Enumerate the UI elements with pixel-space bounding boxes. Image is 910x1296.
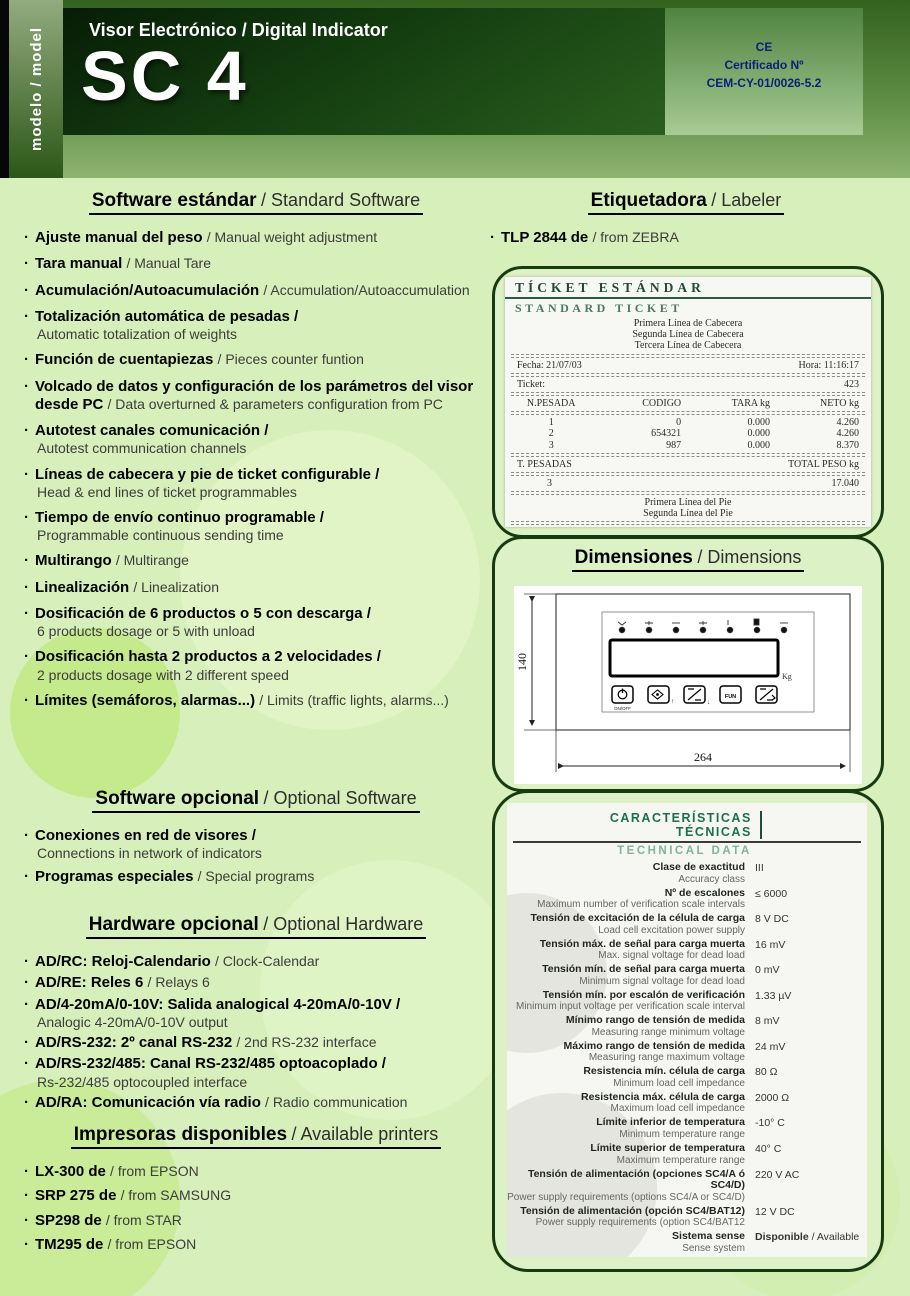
model-side-label: modelo / model <box>27 26 45 151</box>
ticket-sample-box <box>492 266 884 538</box>
feature-item: · Multirango / Multirange <box>24 552 488 570</box>
weight-display <box>610 640 778 676</box>
tare-down-arrow-icon: ↓ <box>707 700 710 706</box>
tech-row: Límite superior de temperatura Maximum temperature range 40° C <box>590 1142 782 1166</box>
feature-item: · AD/RC: Reloj-Calendario / Clock-Calendar <box>24 953 488 971</box>
ticket-table-row: 2 654321 0.000 4.260 <box>548 428 859 440</box>
dimensions-box <box>492 536 884 792</box>
section-available-printers <box>24 1124 488 1260</box>
ticket-separator <box>511 521 865 525</box>
printer-item: · LX-300 de / from EPSON <box>24 1163 488 1181</box>
ticket-paper <box>505 277 871 527</box>
ticket-table-header: N.PESADA CODIGO TARA kg NETO kg <box>526 397 859 409</box>
ticket-totals-header: T. PESADAS TOTAL PESO kg <box>517 458 859 470</box>
feature-item: · AD/RA: Comunicación vía radio / Radio communication <box>24 1094 488 1112</box>
feature-item: · Volcado de datos y configuración de los parámetros del visor desde PC / Data overturned & parameters configuration from PC <box>24 378 488 415</box>
feature-item: · Tiempo de envío continuo programable / Programmable continuous sending time <box>24 509 488 544</box>
tech-row: Nº de escalones Maximum number of verification scale intervals ≤ 6000 <box>537 886 788 911</box>
technical-data-header <box>507 803 867 857</box>
tech-row: Tensión máx. de señal para carga muerta Max. signal voltage for dead load 16 mV <box>539 937 786 962</box>
ticket-number-row <box>505 379 871 390</box>
ticket-head-line: Tercera Línea de Cabecera <box>634 340 742 352</box>
product-subtitle: Visor Electrónico / Digital Indicator <box>89 20 388 40</box>
ticket-separator <box>511 354 865 358</box>
display-unit-label: Kg <box>782 672 792 681</box>
feature-item: · Dosificación de 6 productos o 5 con descarga / 6 products dosage or 5 with unload <box>24 605 488 640</box>
ticket-date-row <box>505 360 871 371</box>
ticket-table-row: 1 0 0.000 4.260 <box>548 417 859 429</box>
fun-button-label: FUN <box>724 694 737 700</box>
ticket-title: TÍCKET ESTÁNDAR <box>505 277 871 299</box>
tech-row: Tensión de alimentación (opciones SC4/A ó SC4/D) Power supply requirements (options SC4/A or SC4/D) 220 V AC <box>507 1167 800 1203</box>
ticket-table-row: 3 987 0.000 8.370 <box>548 439 859 451</box>
tech-row: Tensión de excitación de la célula de carga Load cell excitation power supply 8 V DC <box>530 912 789 936</box>
feature-item: · Programas especiales / Special programs <box>24 868 488 886</box>
left-black-edge <box>0 0 9 178</box>
printer-item: · TM295 de / from EPSON <box>24 1236 488 1254</box>
section-heading: Software opcional / Optional Software <box>24 788 488 813</box>
ce-certificate-label: Certificado Nº <box>724 58 804 72</box>
feature-item: · Líneas de cabecera y pie de ticket configurable / Head & end lines of ticket programmables <box>24 466 488 501</box>
feature-item: · AD/RE: Reles 6 / Relays 6 <box>24 974 488 992</box>
tech-title-es-line1: CARACTERÍSTICAS <box>609 811 752 825</box>
feature-item: · Función de cuentapiezas / Pieces counter funtion <box>24 351 488 369</box>
technical-data-box <box>492 790 884 1272</box>
feature-item: · Tara manual / Manual Tare <box>24 255 488 273</box>
feature-item: · Linealización / Linealization <box>24 579 488 597</box>
ticket-head-line: Segunda Línea de Cabecera <box>632 329 744 341</box>
ce-certificate-number: CEM-CY-01/0026-5.2 <box>706 76 822 90</box>
ticket-separator <box>511 453 865 457</box>
ticket-date: Fecha: 21/07/03 <box>517 359 582 371</box>
tech-row-sense: Sistema sense Sense system Disponible / Available <box>672 1230 860 1254</box>
tech-row: Límite inferior de temperatura Minimum temperature range -10° C <box>596 1116 785 1141</box>
feature-item: · Límites (semáforos, alarmas...) / Limits (traffic lights, alarms...) <box>24 692 488 710</box>
ticket-subtitle: STANDARD TICKET <box>515 301 683 315</box>
section-standard-software <box>24 190 488 718</box>
tech-row: Resistencia máx. célula de carga Maximum load cell impedance 2000 Ω <box>580 1090 790 1115</box>
section-heading: Software estándar / Standard Software <box>24 190 488 215</box>
height-dimension-label: 140 <box>515 653 529 671</box>
feature-item: · AD/RS-232/485: Canal RS-232/485 optoacoplado / Rs-232/485 optocoupled interface <box>24 1055 488 1090</box>
ticket-separator <box>511 472 865 476</box>
dimensions-drawing <box>514 586 862 784</box>
width-dimension-label: 264 <box>694 750 712 764</box>
tech-row: Máximo rango de tensión de medida Measuring range maximum voltage 24 mV <box>563 1039 786 1064</box>
tech-row: Tensión de alimentación (opción SC4/BAT12) Power supply requirements (option SC4/BAT12 12 V DC <box>520 1204 795 1229</box>
ticket-number-label: Ticket: <box>517 378 545 390</box>
ticket-separator <box>511 373 865 377</box>
section-heading: Dimensiones / Dimensions <box>495 547 881 572</box>
ticket-separator <box>511 491 865 495</box>
ticket-number: 423 <box>844 378 859 390</box>
section-optional-hardware <box>24 914 488 1115</box>
tech-header-rule <box>513 841 861 843</box>
ticket-foot-line: Segunda Línea del Pie <box>643 508 733 520</box>
ce-mark: CE <box>755 40 773 54</box>
ticket-foot-line: Primera Línea del Pie <box>644 497 732 509</box>
product-model: SC 4 <box>81 37 249 115</box>
feature-item: · Totalización automática de pesadas / Automatic totalization of weights <box>24 308 488 343</box>
ticket-separator <box>511 392 865 396</box>
ticket-separator <box>511 411 865 415</box>
feature-item: · AD/4-20mA/0-10V: Salida analogical 4-20mA/0-10V / Analogic 4-20mA/0-10V output <box>24 996 488 1031</box>
feature-item: · Ajuste manual del peso / Manual weight adjustment <box>24 229 488 247</box>
section-labeler <box>490 190 882 255</box>
printer-item: · SP298 de / from STAR <box>24 1212 488 1230</box>
tech-row: Resistencia mín. célula de carga Minimum load cell impedance 80 Ω <box>583 1065 778 1089</box>
section-optional-software <box>24 788 488 893</box>
feature-item: · AD/RS-232: 2º canal RS-232 / 2nd RS-232 interface <box>24 1034 488 1052</box>
front-panel-drawing <box>514 586 862 784</box>
ce-certificate-box <box>665 8 863 135</box>
tech-row: Tensión mín. de señal para carga muerta Minimum signal voltage for dead load 0 mV <box>542 963 780 987</box>
feature-item: · Acumulación/Autoacumulación / Accumulation/Autoaccumulation <box>24 282 488 300</box>
labeler-item: · TLP 2844 de / from ZEBRA <box>490 229 882 247</box>
section-heading: Impresoras disponibles / Available printers <box>24 1124 488 1149</box>
feature-item: · Dosificación hasta 2 productos a 2 velocidades / 2 products dosage with 2 different speed <box>24 648 488 683</box>
tech-title-en: TECHNICAL DATA <box>617 845 752 857</box>
tech-row: Mínimo rango de tensión de medida Measuring range minimum voltage 8 mV <box>565 1014 780 1038</box>
tech-row: Tensión mín. por escalón de verificación Minimum input voltage per verification scale interval 1.33 µV <box>516 988 792 1013</box>
feature-item: · Conexiones en red de visores / Connections in network of indicators <box>24 827 488 862</box>
ticket-time: Hora: 11:16:17 <box>798 359 859 371</box>
print-up-arrow-icon: ↑ <box>671 699 674 705</box>
technical-data-paper <box>507 803 867 1257</box>
model-side-strip <box>9 0 63 178</box>
section-heading: Etiquetadora / Labeler <box>490 190 882 215</box>
power-button-label: ON/OFF <box>614 706 631 711</box>
printer-item: · SRP 275 de / from SAMSUNG <box>24 1187 488 1205</box>
ticket-totals-row: 3 17.040 <box>547 477 859 489</box>
feature-item: · Autotest canales comunicación / Autotest communication channels <box>24 422 488 457</box>
section-heading: Hardware opcional / Optional Hardware <box>24 914 488 939</box>
ticket-head-line: Primera Línea de Cabecera <box>633 318 743 329</box>
tech-title-es-line2: TÉCNICAS <box>675 825 752 839</box>
tech-row: Clase de exactitud Accuracy class III <box>652 861 764 885</box>
title-box <box>63 8 665 135</box>
